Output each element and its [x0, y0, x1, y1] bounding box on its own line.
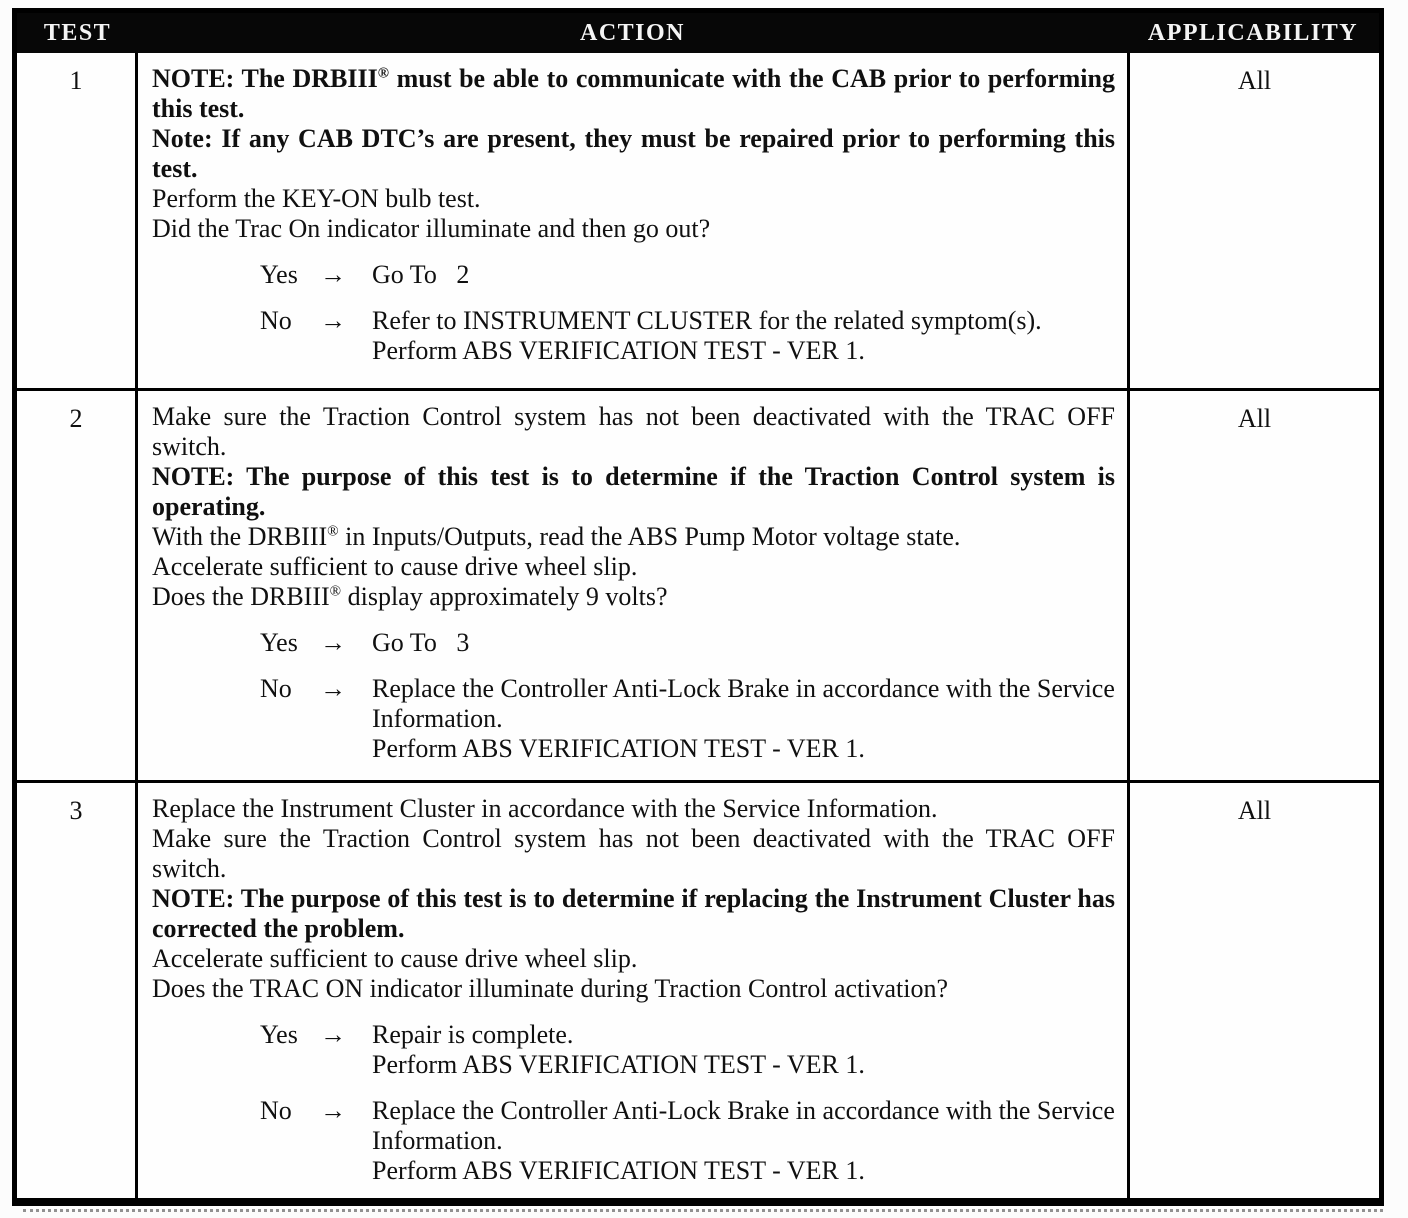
decision-branch: [260, 674, 1122, 764]
registered-trademark-symbol: ®: [377, 65, 389, 82]
decision-branch: [260, 628, 1115, 658]
action-paragraph: With the DRBIII® in Inputs/Outputs, read the ABS Pump Motor voltage state.: [152, 522, 961, 551]
action-paragraph: Perform the KEY-ON bulb test.: [152, 184, 481, 213]
applicability-cell: [1127, 391, 1379, 780]
header-cell-action: ACTION: [579, 19, 685, 46]
branch-result: [372, 1020, 1115, 1080]
header-cell-test: TEST: [43, 19, 112, 46]
right-arrow-icon: →: [320, 1096, 346, 1125]
applicability-cell: [1127, 783, 1379, 1198]
branch-result: [372, 260, 1115, 290]
branch-result: [372, 628, 1115, 658]
decision-branch: [260, 306, 1115, 366]
branch-answer-label: Yes: [260, 1020, 298, 1049]
action-cell: [138, 53, 1127, 388]
test-number-cell: [17, 53, 138, 388]
branch-answer-label: No: [260, 306, 292, 335]
action-paragraph: Accelerate sufficient to cause drive wheel slip.: [152, 944, 638, 973]
branch-result-line: Perform ABS VERIFICATION TEST - VER 1.: [372, 734, 865, 763]
branch-answer-label: No: [260, 1096, 292, 1125]
action-cell: [138, 783, 1127, 1198]
header-cell-applicability: APPLICABILITY: [1147, 19, 1359, 46]
branch-result: [372, 1096, 1122, 1186]
action-paragraph: Does the DRBIII® display approximately 9 volts?: [152, 582, 668, 611]
action-paragraph: Replace the Instrument Cluster in accordance with the Service Information.: [152, 794, 938, 823]
branch-result-line: Refer to INSTRUMENT CLUSTER for the related symptom(s).: [372, 306, 1042, 335]
table-header-row: [17, 13, 1379, 53]
table-row: [17, 53, 1379, 388]
branch-result-line: Replace the Controller Anti-Lock Brake in accordance with the Service Information.: [372, 1096, 1122, 1155]
decision-branch: [260, 1096, 1122, 1186]
diagnostic-test-table: [12, 8, 1384, 1206]
branch-result-line: Replace the Controller Anti-Lock Brake in accordance with the Service Information.: [372, 674, 1122, 733]
branch-answer-label: Yes: [260, 628, 298, 657]
table-body: [17, 53, 1379, 1198]
branch-answer-label: Yes: [260, 260, 298, 289]
decision-branch: [260, 1020, 1115, 1080]
branch-result-line: Go To 3: [372, 628, 470, 657]
branch-result-line: Repair is complete.: [372, 1020, 574, 1049]
test-number-cell: [17, 391, 138, 780]
branch-result: [372, 674, 1122, 764]
branch-result: [372, 306, 1115, 366]
branch-answer-label: No: [260, 674, 292, 703]
action-cell: [138, 391, 1127, 780]
registered-trademark-symbol: ®: [327, 523, 339, 540]
right-arrow-icon: →: [320, 306, 346, 335]
right-arrow-icon: →: [320, 1020, 346, 1049]
applicability-value: All: [1237, 796, 1272, 825]
action-paragraph: Make sure the Traction Control system has not been deactivated with the TRAC OFF switch.: [152, 402, 1115, 461]
action-paragraph: Make sure the Traction Control system has not been deactivated with the TRAC OFF switch.: [152, 824, 1115, 883]
branch-result-line: Perform ABS VERIFICATION TEST - VER 1.: [372, 1156, 865, 1185]
test-number: 3: [69, 796, 83, 825]
branch-result-line: Go To 2: [372, 260, 470, 289]
applicability-value: All: [1237, 66, 1272, 95]
test-number: 2: [69, 404, 83, 433]
action-paragraph: Does the TRAC ON indicator illuminate during Traction Control activation?: [152, 974, 949, 1003]
applicability-value: All: [1237, 404, 1272, 433]
action-paragraph: NOTE: The purpose of this test is to determine if replacing the Instrument Cluster has corrected the problem.: [152, 884, 1115, 943]
action-paragraph: NOTE: The purpose of this test is to determine if the Traction Control system is operating.: [152, 462, 1115, 521]
table-row: [17, 388, 1379, 780]
action-paragraph: Note: If any CAB DTC’s are present, they must be repaired prior to performing this test.: [152, 124, 1115, 183]
right-arrow-icon: →: [320, 260, 346, 289]
decision-branch: [260, 260, 1115, 290]
test-number-cell: [17, 783, 138, 1198]
test-number: 1: [69, 66, 83, 95]
action-paragraph: NOTE: The DRBIII® must be able to communicate with the CAB prior to performing this test.: [152, 64, 1115, 123]
branch-result-line: Perform ABS VERIFICATION TEST - VER 1.: [372, 336, 865, 365]
action-paragraph: Did the Trac On indicator illuminate and then go out?: [152, 214, 711, 243]
right-arrow-icon: →: [320, 628, 346, 657]
table-row: [17, 780, 1379, 1198]
right-arrow-icon: →: [320, 674, 346, 703]
branch-result-line: Perform ABS VERIFICATION TEST - VER 1.: [372, 1050, 865, 1079]
action-paragraph: Accelerate sufficient to cause drive wheel slip.: [152, 552, 638, 581]
applicability-cell: [1127, 53, 1379, 388]
registered-trademark-symbol: ®: [329, 583, 342, 600]
